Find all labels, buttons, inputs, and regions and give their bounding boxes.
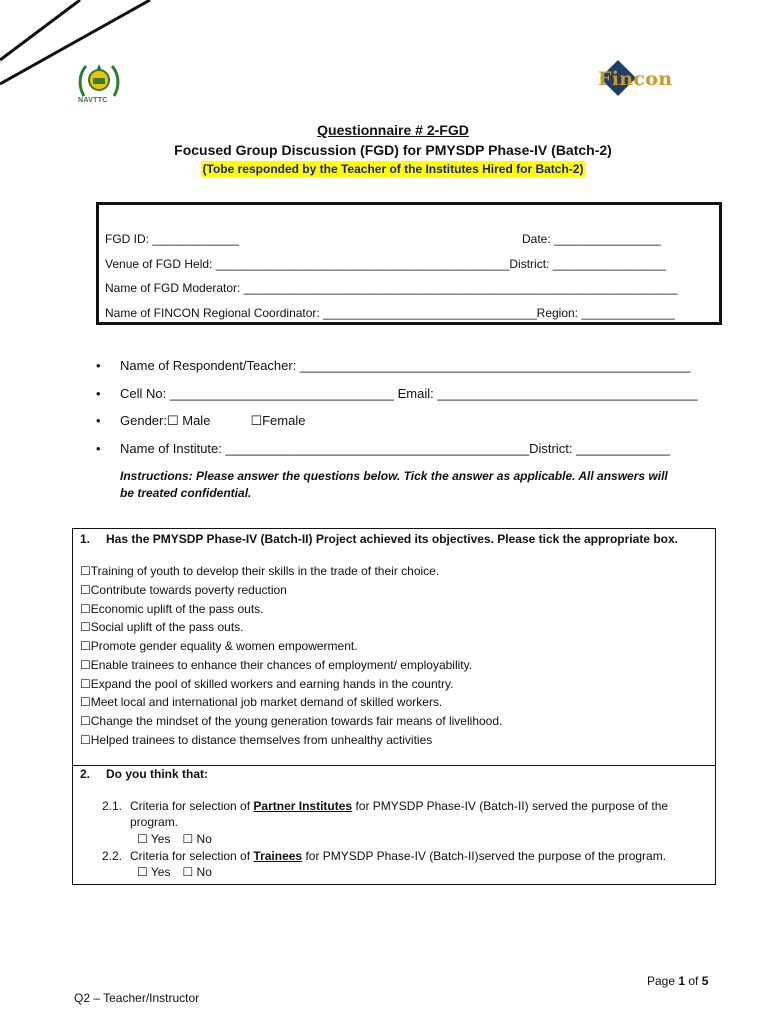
q2-1-number: 2.1.: [102, 799, 123, 813]
question-divider: [73, 765, 715, 766]
document-subtitle: Focused Group Discussion (FGD) for PMYSDP Phase-IV (Batch-2): [174, 142, 612, 158]
page-current: 1: [678, 974, 686, 988]
q2-1-suffix: for PMYSDP Phase-IV (Batch-II) served the purpose of the: [352, 799, 669, 813]
page-mid: of: [685, 974, 702, 988]
q1-option-8[interactable]: ☐Meet local and international job market demand of skilled workers.: [80, 695, 443, 709]
q1-option-2[interactable]: ☐Contribute towards poverty reduction: [80, 583, 287, 597]
q1-option-3[interactable]: ☐Economic uplift of the pass outs.: [80, 602, 264, 616]
moderator-field[interactable]: Name of FGD Moderator: _________________________________________________________________: [105, 281, 678, 295]
q1-option-1[interactable]: ☐Training of youth to develop their skills in the trade of their choice.: [80, 564, 440, 578]
q1-option-6[interactable]: ☐Enable trainees to enhance their chances of employment/ employability.: [80, 658, 473, 672]
question-2-text: Do you think that:: [106, 767, 209, 781]
venue-field[interactable]: Venue of FGD Held: ____________________________________________District: _________________: [105, 257, 667, 271]
fincon-logo-text: Fincon: [598, 68, 673, 90]
gender-label: Gender:: [120, 413, 167, 428]
page-prefix: Page: [647, 974, 679, 988]
gender-male-checkbox[interactable]: ☐ Male: [166, 413, 211, 428]
questionnaire-title: Questionnaire # 2-FGD: [317, 122, 469, 138]
highlighted-note: (Tobe responded by the Teacher of the Institutes Hired for Batch-2): [202, 162, 584, 176]
q2-2-no-checkbox[interactable]: ☐ No: [182, 865, 212, 879]
gender-item: • Gender:☐ Male ☐Female: [96, 413, 306, 428]
coordinator-field[interactable]: Name of FINCON Regional Coordinator: ________________________________Region: ______________: [105, 306, 675, 320]
q2-2-suffix: for PMYSDP Phase-IV (Batch-II)served the purpose of the program.: [302, 849, 667, 863]
q2-1-prefix: Criteria for selection of: [130, 799, 254, 813]
q1-option-9[interactable]: ☐Change the mindset of the young generation towards fair means of livelihood.: [80, 714, 503, 728]
q2-1-underlined: Partner Institutes: [253, 799, 353, 813]
form-identifier: Q2 – Teacher/Instructor: [74, 991, 200, 1005]
q1-option-10[interactable]: ☐Helped trainees to distance themselves from unhealthy activities: [80, 733, 433, 747]
question-2-number: 2.: [80, 767, 91, 781]
question-1: [80, 532, 678, 546]
q2-2-yes-checkbox[interactable]: ☐ Yes: [137, 865, 171, 879]
navttc-caption: NAVTTC: [78, 97, 108, 104]
question-1-text: Has the PMYSDP Phase-IV (Batch-II) Project achieved its objectives. Please tick the appropriate box.: [106, 532, 678, 546]
q2-2-prefix: Criteria for selection of: [130, 849, 254, 863]
q2-1-answers: [137, 832, 212, 846]
questions-box: [72, 528, 716, 885]
q2-1-no-checkbox[interactable]: ☐ No: [182, 832, 212, 846]
q2-2-number: 2.2.: [102, 849, 123, 863]
question-2-2: [102, 849, 666, 863]
q2-2-underlined: Trainees: [253, 849, 303, 863]
cell-email-item: • Cell No: _______________________________ Email: ____________________________________: [96, 386, 698, 401]
page-number: [647, 974, 708, 988]
q1-option-5[interactable]: ☐Promote gender equality & women empowerment.: [80, 639, 358, 653]
question-2-1: [102, 799, 668, 813]
instructions-text: Instructions: Please answer the questions below. Tick the answer as applicable. All answers will be treated confidential.: [120, 469, 668, 500]
q1-option-7[interactable]: ☐Expand the pool of skilled workers and earning hands in the country.: [80, 677, 454, 691]
q2-2-answers: [137, 865, 212, 879]
page-total: 5: [701, 974, 709, 988]
institute-item: • Name of Institute: __________________________________________District: _____________: [96, 441, 671, 456]
respondent-name-item: • Name of Respondent/Teacher: ______________________________________________________: [96, 358, 691, 373]
question-1-number: 1.: [80, 532, 91, 546]
q2-1-continuation: program.: [130, 815, 179, 829]
cell-email-field[interactable]: Cell No: _______________________________ Email: ____________________________________: [120, 386, 698, 401]
q2-1-yes-checkbox[interactable]: ☐ Yes: [137, 832, 171, 846]
question-2: [80, 767, 208, 781]
respondent-name-field[interactable]: Name of Respondent/Teacher: ______________________________________________________: [120, 358, 691, 373]
gender-female-checkbox[interactable]: ☐Female: [250, 413, 306, 428]
q1-option-4[interactable]: ☐Social uplift of the pass outs.: [80, 620, 244, 634]
fgd-details-box: [96, 202, 722, 325]
fgd-id-field[interactable]: FGD ID: _____________: [105, 232, 240, 246]
date-field[interactable]: Date: ________________: [522, 232, 661, 246]
title-block: [0, 121, 768, 178]
institute-field[interactable]: Name of Institute: __________________________________________District: _____________: [120, 441, 671, 456]
